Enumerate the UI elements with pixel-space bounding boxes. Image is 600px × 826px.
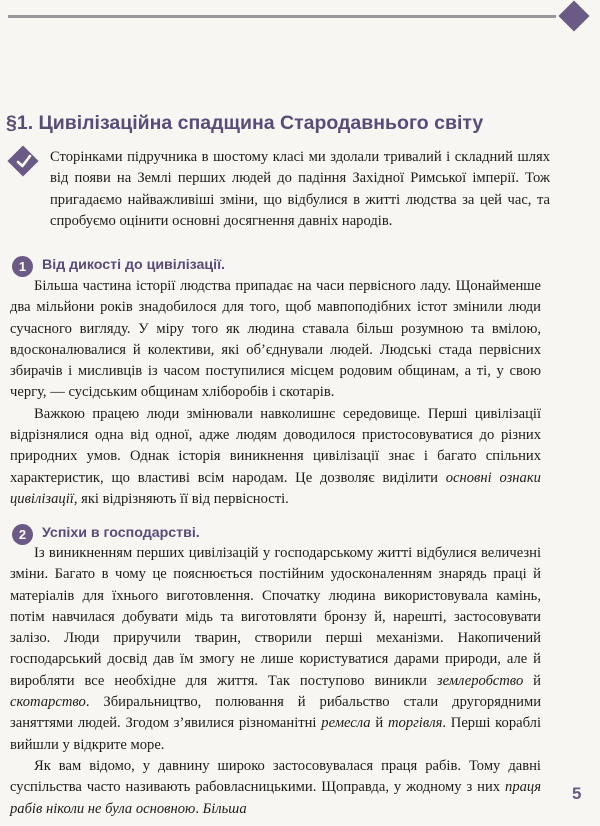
checkmark-diamond-icon [7, 145, 39, 177]
emphasis: основні ознаки цивілізації [10, 469, 541, 507]
intro-text: Сторінками підручника в шостому класі ми здолали тривалий і складний шлях від появи на Землі перших людей до падіння Західної Римської імперії. Тож пригадаємо найважливіші зміни, що відбулися в житті людства за цей час, та спробуємо оцінити основні досягнення давніх народів. [50, 149, 550, 229]
emphasis: ремесла [321, 715, 371, 732]
emphasis: скотарство [10, 694, 86, 711]
paragraph: Більша частина історії людства припадає на часи первісного ладу. Щонайменше два мільйони років знадобилося для того, щоб мавпоподібних істот змінили люди сучасного вигляду. У міру того як людина ставала більш розумною та вмілою, вдосконалювалися й колективи, які об’єднували людей. Людські стада первісних збирачів і мисливців із часом поступилися місцем родовим общинам, а ті, у свою чергу, — сусідським общинам хліборобів і скотарів. [10, 278, 541, 401]
paragraph: Важкою працею люди змінювали навколишнє середовище. Перші цивілізації відрізнялися одна від одної, адже людям доводилося пристосовуватися до різних природних умов. Однак історія виникнення цивілізації знає і багато спільних характеристик, що властиві всім народам. Це дозволяє виділити основні ознаки цивілізації, які відрізняють її від первісності. [10, 405, 541, 507]
top-rule [8, 15, 556, 18]
emphasis: торгівля [387, 715, 443, 732]
subsection-1-title: Від дикості до цивілізації. [42, 257, 226, 273]
subsection-1-number: 1 [12, 256, 33, 277]
emphasis: праця рабів ніколи не була основною [10, 779, 541, 817]
paragraph: Як вам відомо, у давнину широко застосовувалася праця рабів. Тому давні суспільства часто називають рабовласницькими. Щоправда, у жодному з них праця рабів ніколи не була основною. Більша [10, 757, 541, 817]
subsection-2-number: 2 [12, 524, 33, 545]
subsection-1-body [10, 276, 541, 510]
page-number: 5 [572, 784, 582, 803]
subsection-2-body [10, 543, 541, 820]
section-title: §1. Цивілізаційна спадщина Стародавнього світу [6, 112, 484, 134]
paragraph: Із виникненням перших цивілізацій у господарському житті відбулися величезні зміни. Багато в чому це пояснюється постійним удосконаленням знарядь праці й матеріалів для їхнього виготовлення. Спочатку людина використовувала камінь, потім навчилася добувати мідь та виготовляти бронзу й, нарешті, застосовувати залізо. Люди приручили тварин, створили перші механізми. Накопичений господарський досвід дав їм змогу не лише користуватися дарами природи, але й виробляти все необхідне для життя. Так поступово виникли землеробство й скотарство. Збиральництво, полювання й рибальство стали другорядними заняттями людей. Згодом з’явилися різноманітні ремесла й торгівля. Перші кораблі вийшли у відкрите море. [10, 545, 541, 753]
emphasis: землеробство [436, 672, 524, 689]
emphasis: Більша [202, 800, 247, 817]
corner-diamond-icon [558, 0, 589, 31]
subsection-2-title: Успіхи в господарстві. [42, 525, 200, 541]
